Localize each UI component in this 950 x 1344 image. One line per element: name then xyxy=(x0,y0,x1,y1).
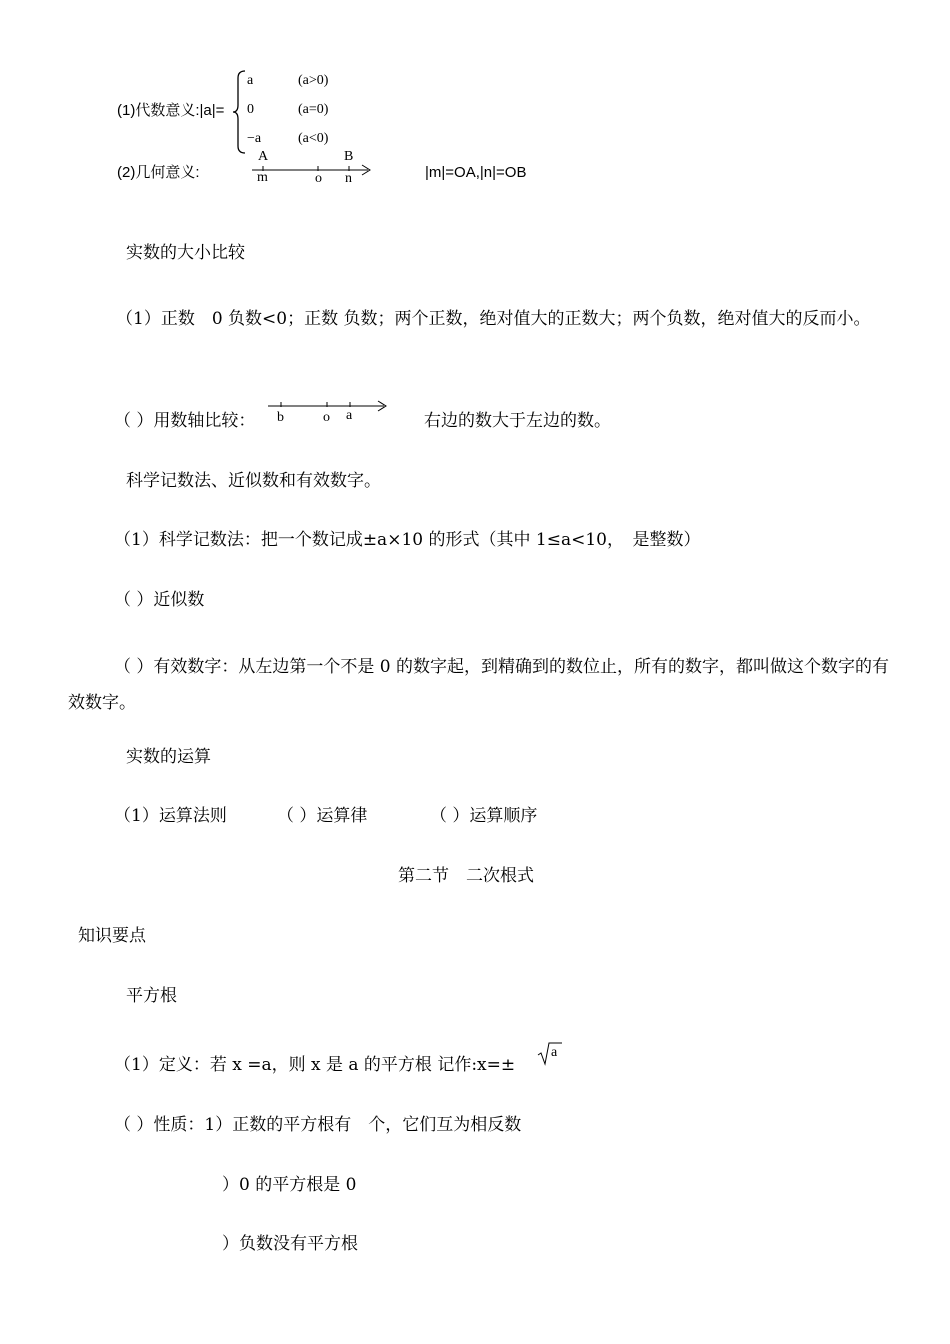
section-title: 第二节 二次根式 xyxy=(398,866,534,886)
axis2-label-a: a xyxy=(346,408,353,423)
compare-item-1: （1）正数 0 负数<0；正数 负数；两个正数，绝对值大的正数大；两个负数，绝对值大的反而小。 xyxy=(116,309,871,329)
axis1-label-A: A xyxy=(258,149,269,164)
axis2-label-b: b xyxy=(277,410,284,425)
case-value-positive: a xyxy=(247,73,254,88)
compare-heading: 实数的大小比较 xyxy=(126,243,245,263)
number-line-1 xyxy=(252,162,374,178)
sqrt-radical-icon xyxy=(538,1042,562,1066)
sci-item-3: （ ）有效数字：从左边第一个不是 0 的数字起，到精确到的数位止，所有的数字，都叫做这个数字的有效数字。 xyxy=(68,657,890,713)
case-condition-negative: (a<0) xyxy=(298,131,329,146)
case-condition-positive: (a>0) xyxy=(298,73,329,88)
algebraic-meaning-label: (1)代数意义:|a|= xyxy=(117,102,225,119)
geometric-meaning-label: (2)几何意义: xyxy=(117,164,200,181)
case-value-zero: 0 xyxy=(247,102,254,117)
ops-heading: 实数的运算 xyxy=(126,747,211,767)
sqrt-property-3: ）负数没有平方根 xyxy=(222,1234,358,1254)
sci-item-1: （1）科学记数法：把一个数记成±a×10 的形式（其中 1≤a<10， 是整数） xyxy=(114,530,701,550)
sqrt-property-1: （ ）性质：1）正数的平方根有 个，它们互为相反数 xyxy=(114,1115,522,1135)
sqrt-definition: （1）定义：若 x =a，则 x 是 a 的平方根 记作:x=± xyxy=(114,1055,516,1075)
geometric-formula: |m|=OA,|n|=OB xyxy=(425,164,527,181)
ops-item-3: （ ）运算顺序 xyxy=(430,806,538,826)
knowledge-points-heading: 知识要点 xyxy=(78,926,146,946)
compare-item-2-suffix: 右边的数大于左边的数。 xyxy=(424,411,611,431)
ops-item-2: （ ）运算律 xyxy=(277,806,368,826)
ops-item-1: （1）运算法则 xyxy=(114,806,227,826)
case-condition-zero: (a=0) xyxy=(298,102,329,117)
case-value-negative: −a xyxy=(247,131,262,146)
sqrt-property-2: ）0 的平方根是 0 xyxy=(222,1175,357,1195)
sci-heading: 科学记数法、近似数和有效数字。 xyxy=(126,471,381,491)
axis2-label-o: o xyxy=(323,410,330,425)
sci-item-2: （ ）近似数 xyxy=(114,590,205,610)
axis1-label-m: m xyxy=(257,170,268,185)
square-root-heading: 平方根 xyxy=(126,986,177,1006)
left-brace-icon xyxy=(233,70,247,154)
axis1-label-B: B xyxy=(344,149,354,164)
compare-item-2-prefix: （ ）用数轴比较： xyxy=(114,411,256,431)
sqrt-radicand: a xyxy=(551,1045,558,1060)
axis1-label-o: o xyxy=(315,171,322,186)
axis1-label-n: n xyxy=(345,171,352,186)
